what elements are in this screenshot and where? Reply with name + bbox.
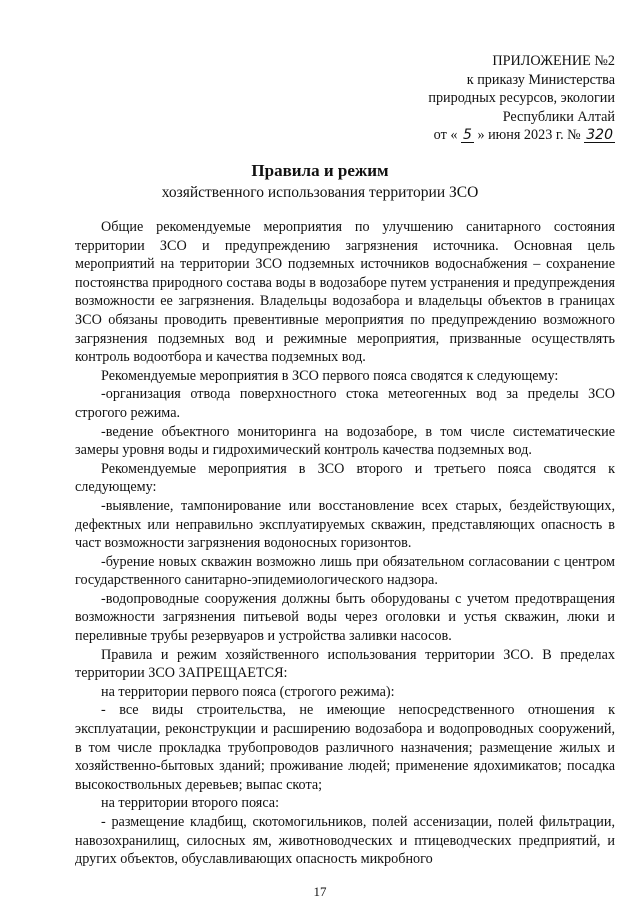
appendix-header (428, 52, 615, 145)
appendix-date-line (428, 126, 615, 145)
paragraph: Общие рекомендуемые мероприятия по улучшению санитарного состояния территории ЗСО и предупреждению загрязнения источника. Основная цель мероприятий на территории ЗСО подземных источников водоснабжения – сохранение постоянства природного состава воды в водозаборе путем устранения и предупреждения возможности ее загрязнения. Владельцы водозабора и владельцы объектов в границах ЗСО обязаны проводить превентивные мероприятия по предупреждению возможного загрязнения подземных вод и режимные мероприятия, призванные осуществлять контроль водоотбора и качества подземных вод. (75, 219, 615, 366)
paragraph: -организация отвода поверхностного стока метеогенных вод за пределы ЗСО строгого режима. (75, 386, 615, 421)
paragraph: - все виды строительства, не имеющие непосредственного отношения к эксплуатации, реконструкции и расширению водозабора и водопроводных сооружений, в том числе прокладка трубопроводов различного назначения; размещение жилых и хозяйственно-бытовых зданий; проживание людей; применение ядохимикатов; посадка высокоствольных деревьев; выпас скота; (75, 702, 615, 793)
paragraph: -ведение объектного мониторинга на водозаборе, в том числе систематические замеры уровня воды и гидрохимический контроль качества подземных вод. (75, 423, 615, 459)
paragraph: Правила и режим хозяйственного использования территории ЗСО. В пределах территории ЗСО ЗАПРЕЩАЕТСЯ: (75, 646, 615, 682)
date-prefix: от « (433, 127, 458, 144)
paragraph: Рекомендуемые мероприятия в ЗСО второго и третьего пояса сводятся к следующему: (75, 460, 615, 496)
title-subtitle: хозяйственного использования территории ЗСО (161, 184, 479, 201)
date-middle: » июня 2023 г. № (477, 127, 581, 144)
paragraph: на территории второго пояса: (101, 795, 280, 812)
appendix-order-ref: к приказу Министерства (466, 71, 615, 88)
appendix-ministry: природных ресурсов, экологии (428, 90, 615, 107)
paragraph: -бурение новых скважин возможно лишь при обязательном согласовании с центром государственного санитарно-эпидемиологического надзора. (75, 553, 615, 589)
paragraph: - размещение кладбищ, скотомогильников, полей ассенизации, полей фильтрации, навозохранилищ, силосных ям, животноводческих и птицеводческих предприятий, и других объектов, обуславливающих опасность микробного (75, 814, 615, 868)
appendix-title: ПРИЛОЖЕНИЕ №2 (492, 53, 615, 69)
paragraph: Рекомендуемые мероприятия в ЗСО первого пояса сводятся к следующему: (101, 367, 559, 384)
date-day-handwritten: 5 (462, 127, 472, 144)
page-number: 17 (313, 884, 327, 899)
title-main: Правила и режим (251, 161, 389, 180)
appendix-region: Республики Алтай (502, 108, 615, 125)
paragraph: -водопроводные сооружения должны быть оборудованы с учетом предотвращения возможности загрязнения питьевой воды через оголовки и устья скважин, люки и переливные трубы резервуаров и устройства заливки насосов. (75, 590, 615, 645)
paragraph: -выявление, тампонирование или восстановление всех старых, бездействующих, дефектных или неправильно эксплуатируемых скважин, представляющих опасность в част возможности загрязнения водоносных горизонтов. (75, 497, 615, 552)
paragraph: на территории первого пояса (строгого режима): (101, 683, 395, 700)
document-title (0, 160, 640, 204)
document-body (75, 218, 615, 869)
order-number-handwritten: 320 (586, 127, 613, 144)
